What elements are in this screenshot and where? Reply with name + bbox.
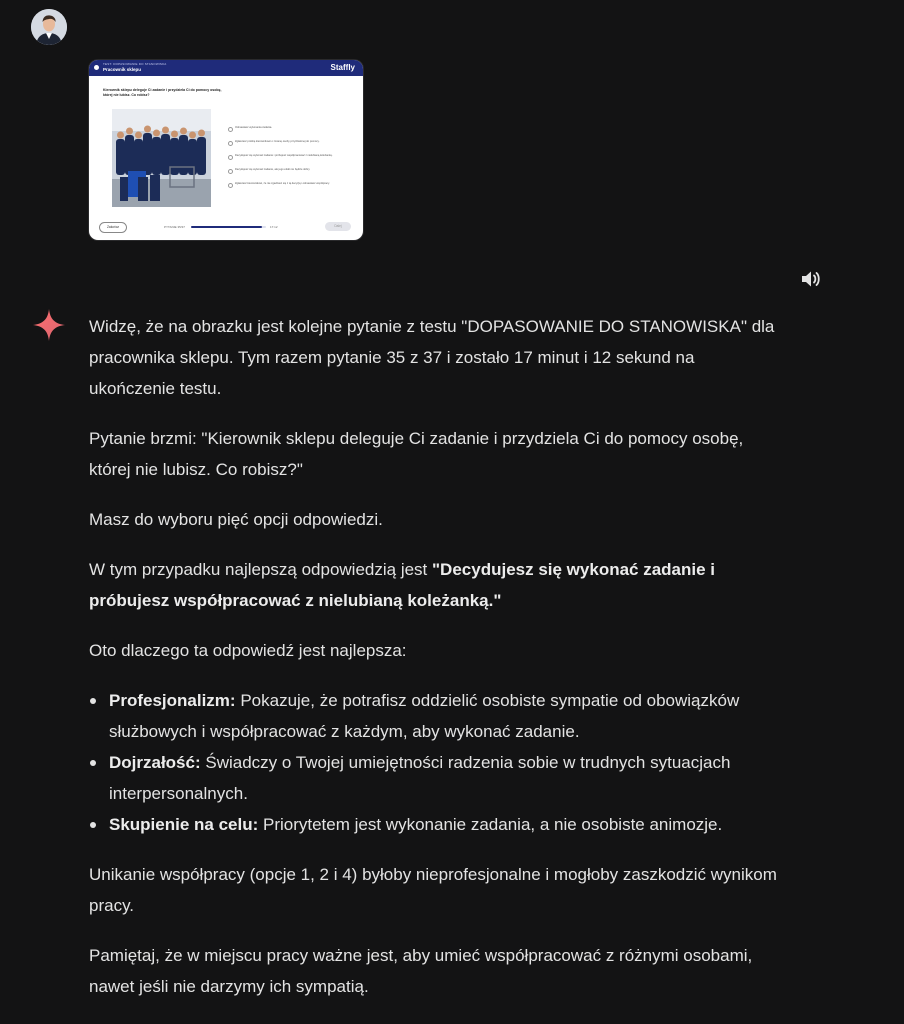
radio-icon[interactable] bbox=[228, 141, 233, 146]
response-intro: Widzę, że na obrazku jest kolejne pytanie z testu "DOPASOWANIE DO STANOWISKA" dla pracownika sklepu. Tym razem pytanie 35 z 37 i zostało 17 minut i 12 sekund na ukończenie testu. bbox=[89, 317, 775, 398]
progress-bar bbox=[191, 226, 266, 228]
response-why-intro: Oto dlaczego ta odpowiedź jest najlepsza: bbox=[89, 641, 407, 660]
radio-icon[interactable] bbox=[228, 183, 233, 188]
user-avatar-icon bbox=[31, 9, 67, 45]
assistant-response bbox=[89, 311, 779, 1021]
response-options-count: Masz do wyboru pięć opcji odpowiedzi. bbox=[89, 510, 383, 529]
test-question: Kierownik sklepu deleguje Ci zadanie i przydziela Ci do pomocy osobę, której nie lubisz. Co robisz? bbox=[103, 88, 222, 97]
test-footer bbox=[89, 216, 363, 240]
gemini-sparkle-icon bbox=[31, 307, 67, 343]
response-avoid: Unikanie współpracy (opcje 1, 2 i 4) byłoby nieprofesjonalne i mogłoby zaszkodzić wynikom pracy. bbox=[89, 865, 777, 915]
user-avatar[interactable] bbox=[31, 9, 67, 45]
staff-photo bbox=[112, 109, 211, 207]
answer-option[interactable]: Zgłaszasz kierownikowi, że nie zgadzasz się z tą decyzją i odmawiasz współpracy. bbox=[228, 182, 354, 194]
response-closing: Pamiętaj, że w miejscu pracy ważne jest, aby umieć współpracować z różnymi osobami, nawet jeśli nie darzymy ich sympatią. bbox=[89, 946, 753, 996]
answer-option[interactable]: Zgłaszasz prośbę kierownikowi o zmianę osoby przydzielonej do pomocy. bbox=[228, 140, 354, 152]
radio-icon[interactable] bbox=[228, 127, 233, 132]
speaker-icon[interactable] bbox=[799, 267, 823, 291]
test-header bbox=[89, 60, 363, 76]
response-best-answer: W tym przypadku najlepszą odpowiedzią jest "Decydujesz się wykonać zadanie i próbujesz współpracować z nielubianą koleżanką." bbox=[89, 560, 716, 610]
attached-screenshot[interactable] bbox=[89, 60, 363, 240]
staff-group-photo-icon bbox=[112, 109, 211, 207]
radio-icon[interactable] bbox=[228, 169, 233, 174]
finish-button[interactable]: Zakończ bbox=[99, 222, 127, 233]
test-name: TEST: DOPASOWANIE DO STANOWISKA bbox=[103, 62, 167, 66]
answer-options bbox=[228, 126, 354, 196]
answer-option[interactable]: Decydujesz się wykonać zadanie, ale jego efekt nie będzie dobry. bbox=[228, 168, 354, 180]
question-counter: PYTANIE 35/37 bbox=[164, 225, 185, 229]
best-answer-text: "Decydujesz się wykonać zadanie i próbujesz współpracować z nielubianą koleżanką." bbox=[89, 560, 716, 610]
next-button[interactable]: Dalej bbox=[325, 222, 351, 231]
response-question: Pytanie brzmi: "Kierownik sklepu deleguje Ci zadanie i przydziela Ci do pomocy osobę, której nie lubisz. Co robisz?" bbox=[89, 429, 744, 479]
list-item: Skupienie na celu: Priorytetem jest wykonanie zadania, a nie osobiste animozje. bbox=[89, 809, 779, 840]
header-logo-icon bbox=[94, 65, 99, 70]
brand-logo: Staffly bbox=[330, 63, 355, 72]
list-item: Profesjonalizm: Pokazuje, że potrafisz oddzielić osobiste sympatie od obowiązków służbowych i współpracować z każdym, aby wykonać zadanie. bbox=[89, 685, 779, 747]
test-subtitle: Pracownik sklepu bbox=[103, 67, 142, 72]
reasons-list bbox=[89, 685, 779, 840]
answer-option[interactable]: Odmawiasz wykonania zadania. bbox=[228, 126, 354, 138]
answer-option[interactable]: Decydujesz się wykonać zadanie i próbujesz współpracować z nielubianą koleżanką. bbox=[228, 154, 354, 166]
timer: 17:12 bbox=[270, 225, 278, 229]
radio-icon[interactable] bbox=[228, 155, 233, 160]
list-item: Dojrzałość: Świadczy o Twojej umiejętności radzenia sobie w trudnych sytuacjach interpersonalnych. bbox=[89, 747, 779, 809]
